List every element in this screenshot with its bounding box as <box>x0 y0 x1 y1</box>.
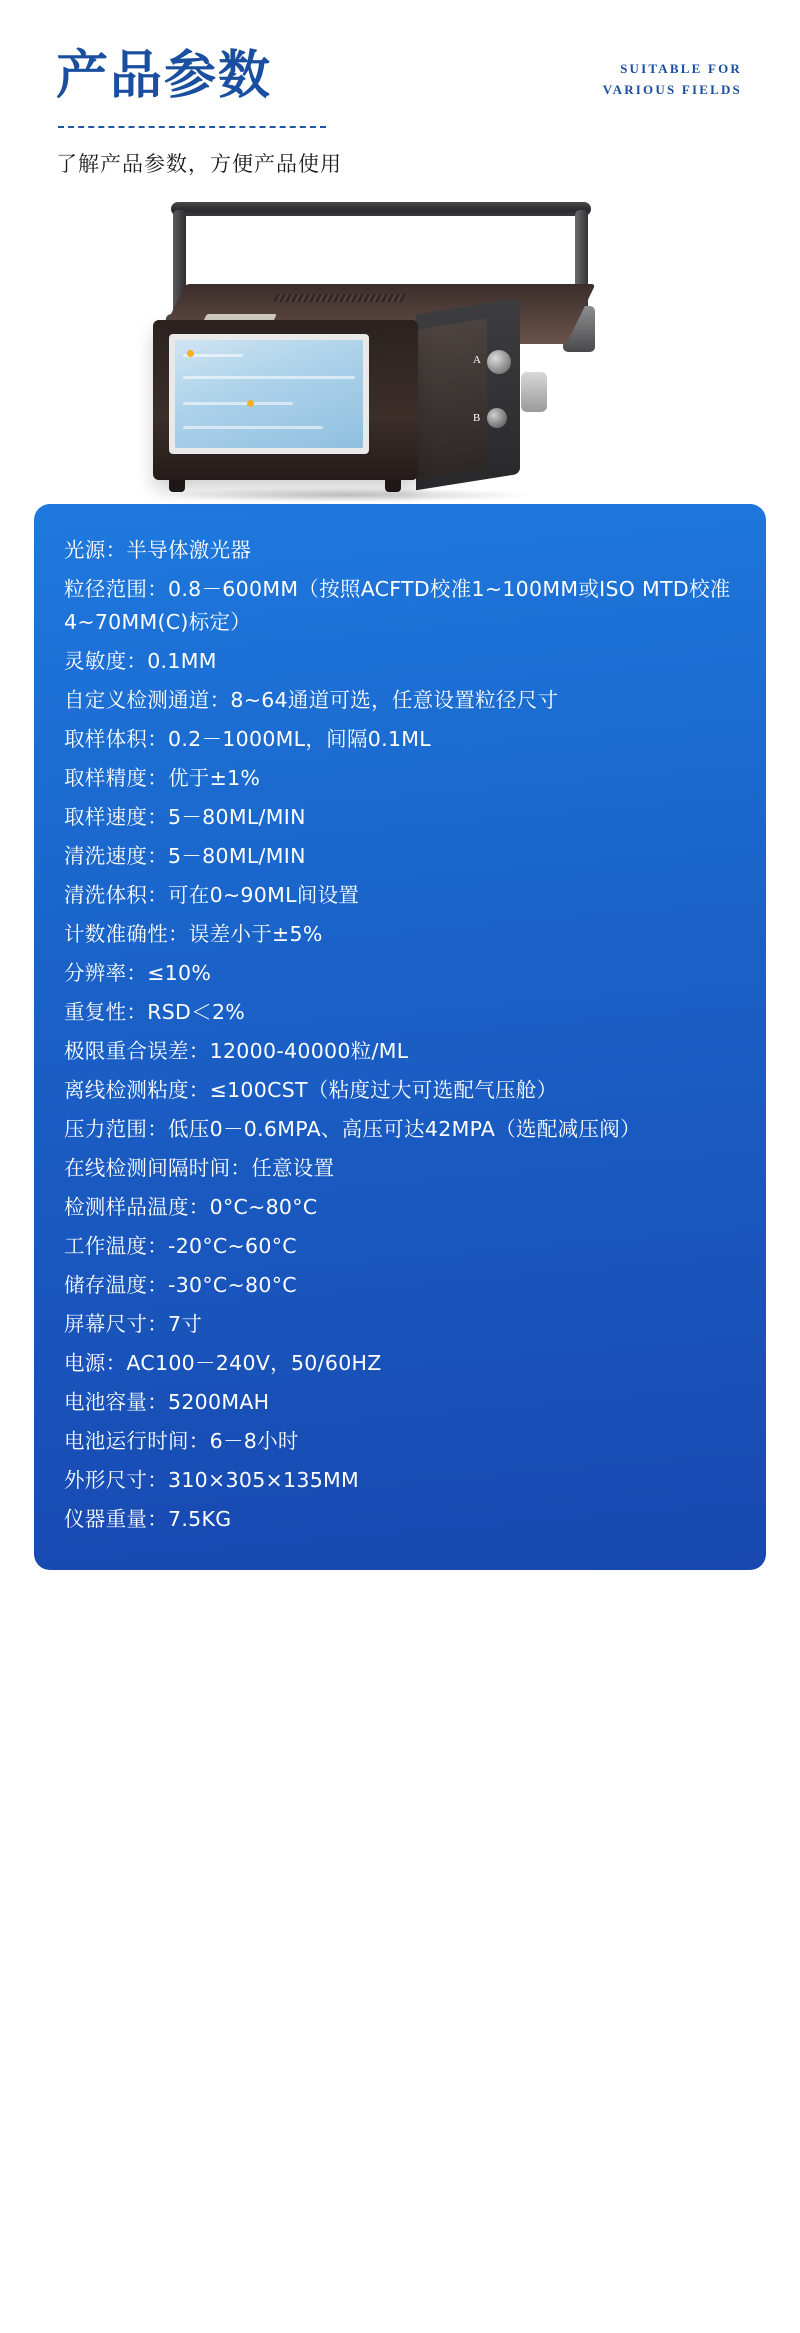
spec-item: 粒径范围：0.8－600MM（按照ACFTD校准1~100MM或ISO MTD校准4~70MM(C)标定） <box>64 577 731 634</box>
spec-item: 电池容量：5200MAH <box>64 1390 270 1414</box>
page-subtitle: 了解产品参数，方便产品使用 <box>56 153 342 176</box>
spec-panel <box>34 504 766 1570</box>
page-header <box>0 0 800 200</box>
device-touchscreen <box>175 340 363 448</box>
spec-item: 屏幕尺寸：7寸 <box>64 1312 203 1336</box>
side-valve-knob <box>521 372 547 412</box>
spec-list <box>64 534 736 1536</box>
spec-item: 在线检测间隔时间：任意设置 <box>64 1156 335 1180</box>
spec-item: 离线检测粘度：≤100CST（粘度过大可选配气压舱） <box>64 1078 558 1102</box>
spec-item: 灵敏度：0.1MM <box>64 649 217 673</box>
particle-counter-device <box>135 202 625 502</box>
spec-item: 计数准确性：误差小于±5% <box>64 922 323 946</box>
spec-item: 压力范围：低压0－0.6MPA、高压可达42MPA（选配减压阀） <box>64 1117 641 1141</box>
port-connector-a <box>487 350 511 374</box>
device-vent-grille <box>273 294 407 302</box>
screen-ui-line-4 <box>183 426 323 429</box>
screen-status-dot-1 <box>187 350 194 357</box>
title-divider <box>58 126 326 128</box>
screen-ui-line-2 <box>183 376 355 379</box>
screen-status-dot-2 <box>247 400 254 407</box>
spec-item: 清洗体积：可在0~90ML间设置 <box>64 883 360 907</box>
spec-item: 检测样品温度：0°C~80°C <box>64 1195 318 1219</box>
spec-item: 电源：AC100－240V，50/60HZ <box>64 1351 382 1375</box>
spec-item: 储存温度：-30°C~80°C <box>64 1273 297 1297</box>
port-label-b: B <box>473 412 481 424</box>
screen-ui-line-3 <box>183 402 293 405</box>
spec-item: 取样体积：0.2－1000ML，间隔0.1ML <box>64 727 431 751</box>
device-screen-bezel <box>169 334 369 454</box>
header-english-tagline <box>542 58 742 100</box>
spec-item: 清洗速度：5－80ML/MIN <box>64 844 306 868</box>
device-side-panel-inner <box>417 318 487 479</box>
tagline-line-2: VARIOUS FIELDS <box>602 82 742 97</box>
spec-item: 自定义检测通道：8~64通道可选，任意设置粒径尺寸 <box>64 688 559 712</box>
spec-item: 外形尺寸：310×305×135MM <box>64 1468 360 1492</box>
tagline-line-1: SUITABLE FOR <box>620 61 742 76</box>
spec-item: 仪器重量：7.5KG <box>64 1507 232 1531</box>
spec-item: 光源：半导体激光器 <box>64 538 252 562</box>
spec-item: 电池运行时间：6－8小时 <box>64 1429 299 1453</box>
spec-item: 极限重合误差：12000-40000粒/ML <box>64 1039 409 1063</box>
page-title: 产品参数 <box>56 46 273 106</box>
spec-item: 取样精度：优于±1% <box>64 766 261 790</box>
spec-item: 取样速度：5－80ML/MIN <box>64 805 306 829</box>
port-label-a: A <box>473 354 481 366</box>
device-handle-bar <box>171 202 591 216</box>
product-image <box>0 200 800 500</box>
spec-item: 重复性：RSD＜2% <box>64 1000 246 1024</box>
device-shadow <box>155 488 535 502</box>
spec-item: 工作温度：-20°C~60°C <box>64 1234 297 1258</box>
spec-item: 分辨率：≤10% <box>64 961 212 985</box>
port-connector-b <box>487 408 507 428</box>
